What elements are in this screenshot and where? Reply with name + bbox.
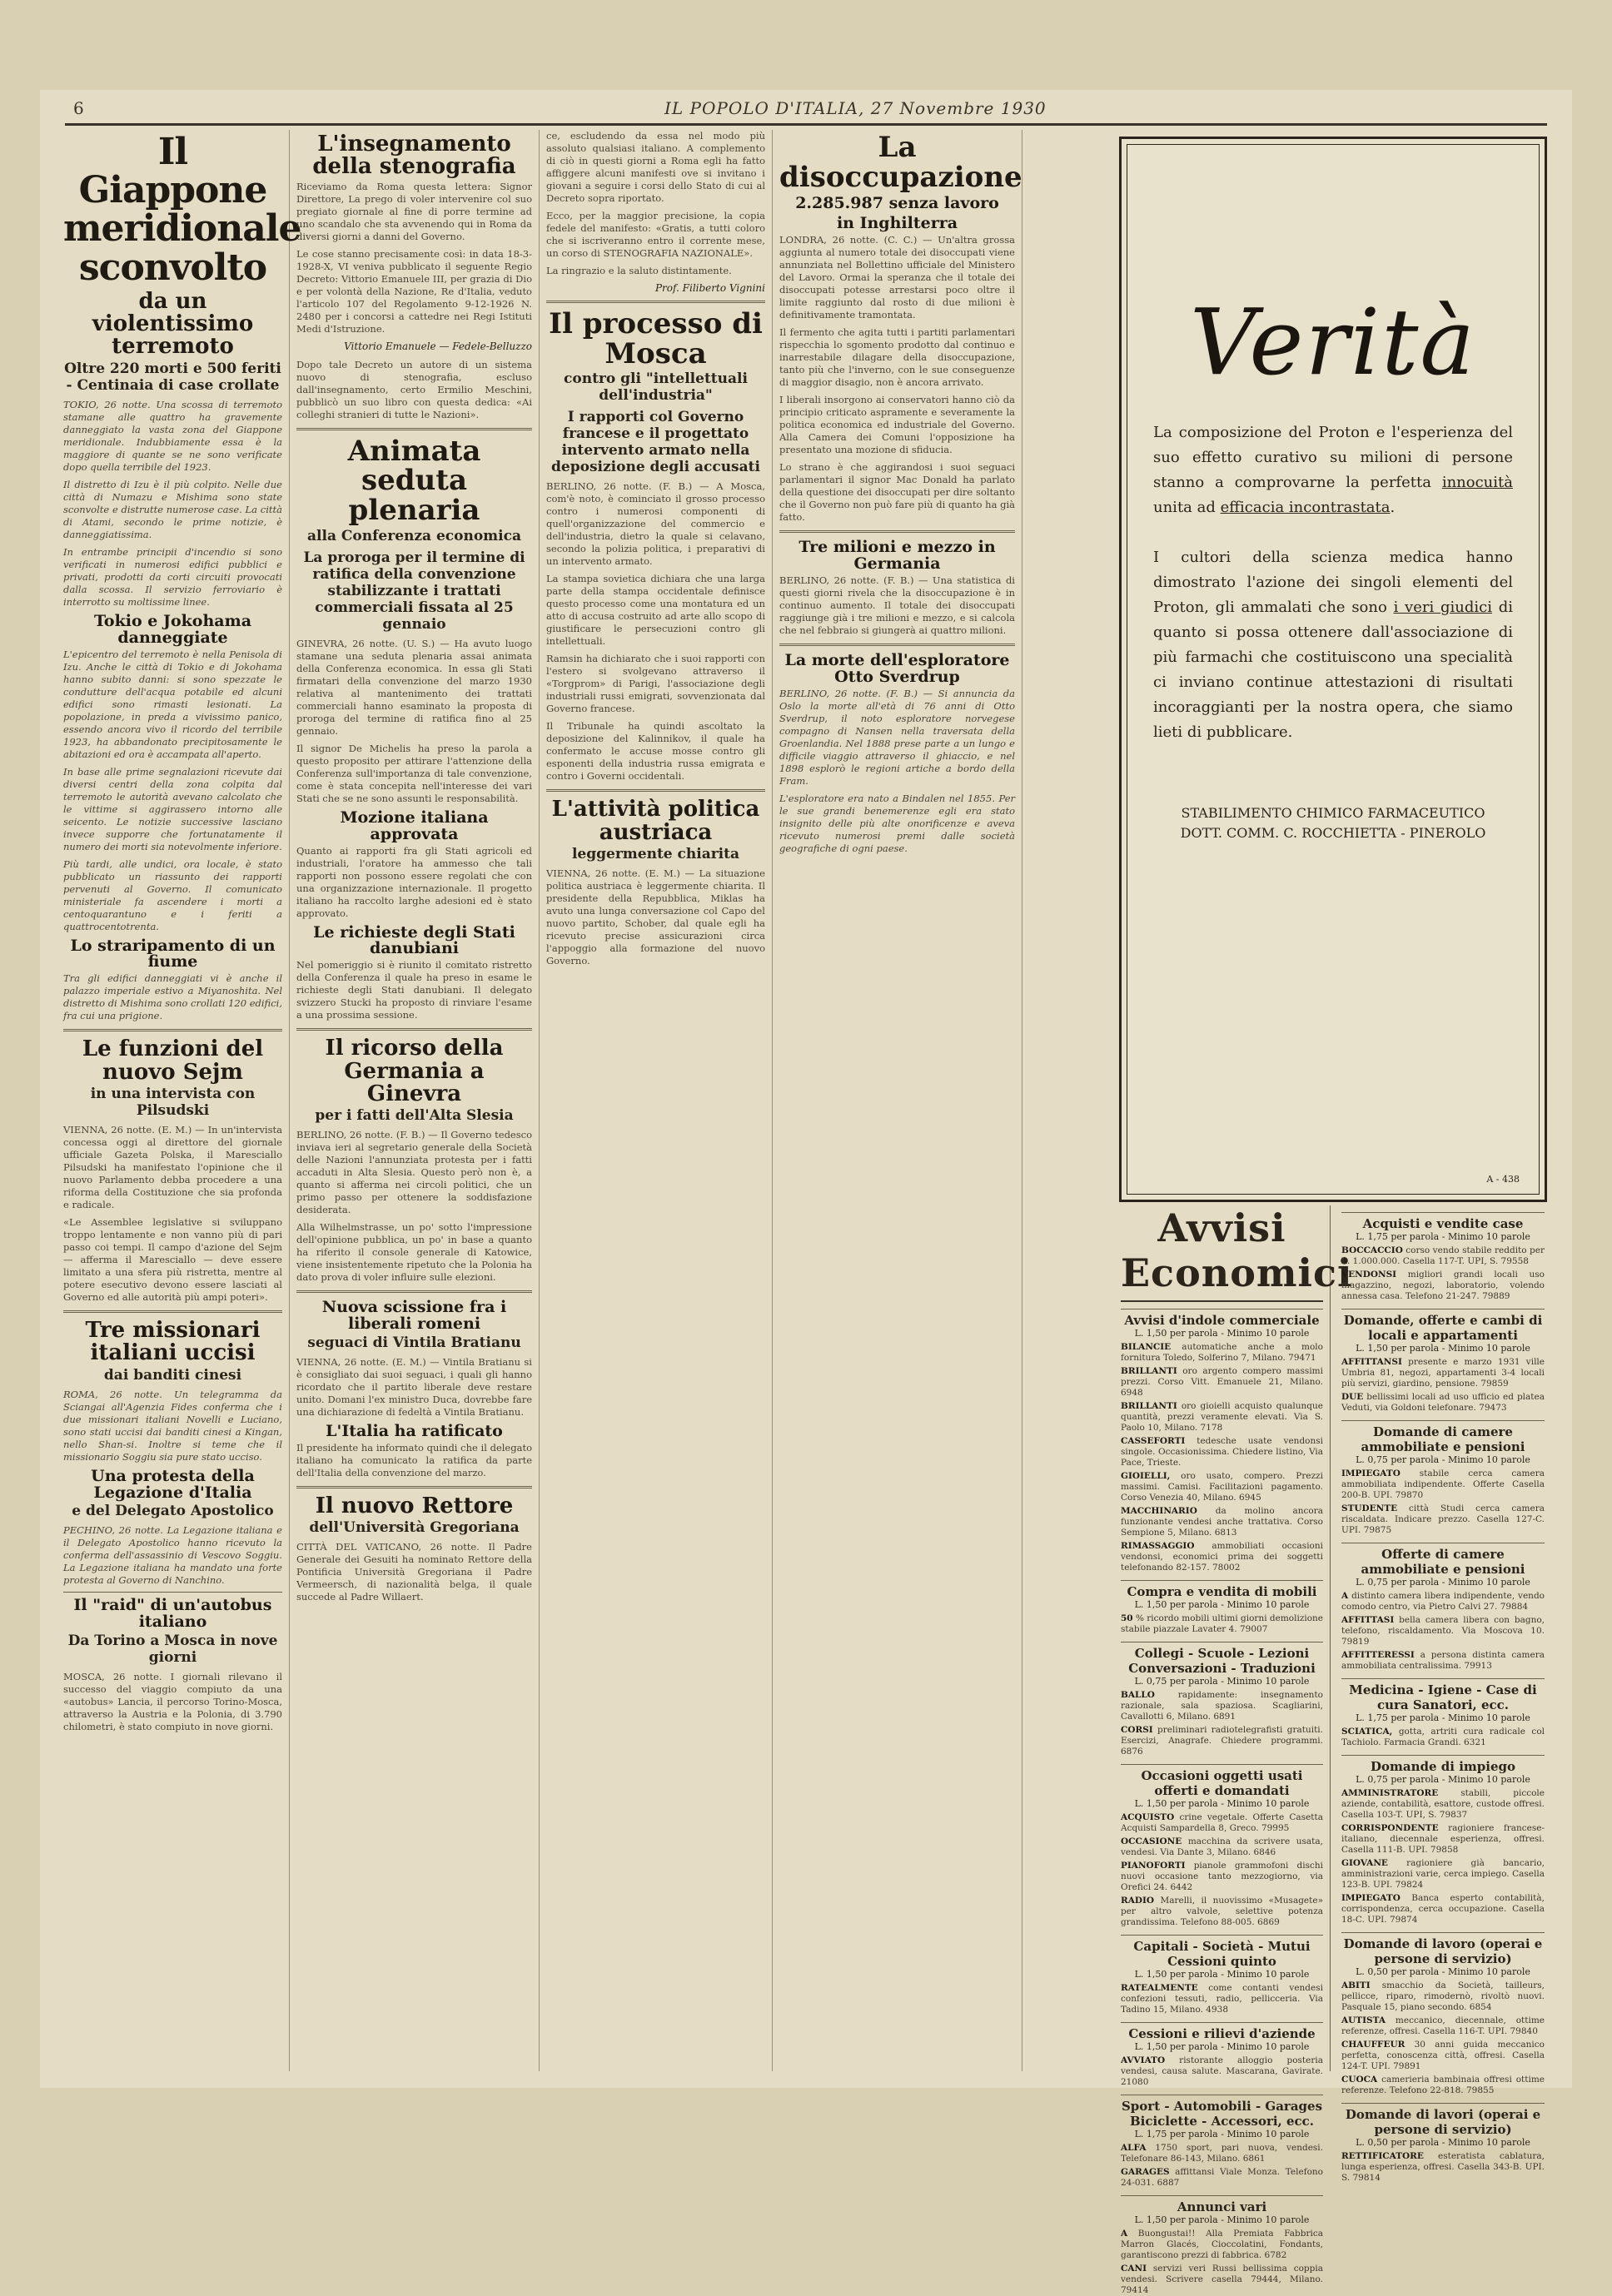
ad-category: Annunci vari bbox=[1121, 2195, 1323, 2214]
headline-seduta-plenaria: Animata seduta plenaria bbox=[347, 434, 481, 527]
divider bbox=[63, 1029, 282, 1031]
ad-category: Acquisti e vendite case bbox=[1341, 1212, 1545, 1231]
classified-ad: VENDONSI migliori grandi locali uso magazzino, negozi, laboratorio, volendo annessa casa. Telefono 21-247. 79889 bbox=[1341, 1270, 1545, 1301]
ad-price: L. 0,75 per parola - Minimo 10 parole bbox=[1356, 1577, 1530, 1588]
headline-raid: Il "raid" di un'autobus italiano bbox=[73, 1596, 272, 1632]
column-3 bbox=[540, 130, 773, 2071]
headline-rettore: Il nuovo Rettore bbox=[315, 1493, 514, 1519]
avvisi-column-2 bbox=[1335, 1205, 1551, 2183]
classified-ad: BRILLANTI oro gioielli acquisto qualunque quantità, prezzi veramente elevati. Via S. Paolo 10, Milano. 7178 bbox=[1121, 1401, 1323, 1433]
ad-list bbox=[1341, 1591, 1545, 1672]
ad-price: L. 1,50 per parola - Minimo 10 parole bbox=[1134, 1969, 1310, 1980]
divider bbox=[779, 644, 1015, 646]
article-text: BERLINO, 26 notte. (F. B.) — Il Governo tedesco inviava ieri al segretario generale della Società delle Nazioni l'annunziata protesta per i fatti accaduti in Alta Slesia. Questo però non è, a quanto si afferma nei circoli politici, che un primo passo per ottenere la soddisfazione desiderata. bbox=[296, 1129, 532, 1216]
article-text: In base alle prime segnalazioni ricevute dai diversi centri della zona colpita dal terremoto le autorità avevano calcolato che le vittime si aggirassero intorno alle seicento. Le notizie successive lasciano invece supporre che fortunatamente il numero dei morti sia notevolmente inferiore. bbox=[63, 765, 282, 852]
classified-ad: STUDENTE città Studi cerca camera riscaldata. Indicare prezzo. Casella 127-C. UPI. 79875 bbox=[1341, 1503, 1545, 1535]
article-text: Il Tribunale ha quindi ascoltato la deposizione del Kalinnikov, il quale ha confermato le accuse mosse contro gli esponenti della industria russa emigrata e contro i Governi occidentali. bbox=[546, 720, 765, 783]
classified-ad: RATEALMENTE come contanti vendesi confezioni tessuti, radio, pellicceria. Via Tadino 15, Milano. 4938 bbox=[1121, 1983, 1323, 2015]
headline-germania-disoccupati: Tre milioni e mezzo in Germania bbox=[799, 538, 996, 574]
classified-ad: SCIATICA, gotta, artriti cura radicale col Tachiolo. Farmacia Grandi. 6321 bbox=[1341, 1727, 1545, 1747]
classified-ad: BILANCIE automatiche anche a molo fornitura Toledo, Solferino 7, Milano. 79471 bbox=[1121, 1342, 1323, 1363]
ad-category: Sport - Automobili - Garages Biciclette - Accessori, ecc. bbox=[1121, 2095, 1323, 2129]
ad-price: L. 1,50 per parola - Minimo 10 parole bbox=[1134, 1328, 1310, 1339]
ad-list bbox=[1121, 2229, 1323, 2296]
ad-company-owner: DOTT. COMM. C. ROCCHIETTA - PINEROLO bbox=[1180, 825, 1486, 841]
column-4 bbox=[773, 130, 1022, 2071]
subheading: Mozione italiana approvata bbox=[340, 808, 489, 843]
subhead-senza-lavoro: 2.285.987 senza lavoro bbox=[795, 194, 999, 213]
classified-ad: AFFITTERESSI a persona distinta camera ammobiliata centralissima. 79913 bbox=[1341, 1650, 1545, 1671]
article-text: Il signor De Michelis ha preso la parola a questo proposito per attirare l'attenzione della Conferenza sull'importanza di tale convenzione, come è stata concepita nell'interesse dei vari Stati che se ne sono assunti le responsabilità. bbox=[296, 742, 532, 804]
article-text: ROMA, 26 notte. Un telegramma da Sciangai all'Agenzia Fides conferma che i due missionari italiani Novelli e Luciano, sono stati uccisi dai banditi cinesi a Kingan, nello Shan-si. Inoltre si teme che il missionario Soggiu sia pure stato ucciso. bbox=[63, 1388, 282, 1463]
ad-underlined-text: efficacia incontrastata bbox=[1220, 499, 1391, 516]
ad-category: Medicina - Igiene - Case di cura Sanatori, ecc. bbox=[1341, 1678, 1545, 1712]
article-text: VIENNA, 26 notte. (E. M.) — Vintila Bratianu si è consigliato dai suoi seguaci, i quali gli hanno ricordato che il partito liberale deve restare unito. Domani l'ex ministro Duca, dovrebbe fare una dichiarazione di fedeltà a Vintila Bratianu. bbox=[296, 1356, 532, 1419]
ad-text: I cultori della scienza medica hanno dimostrato l'azione dei singoli elementi del Proton, gli ammalati che sono bbox=[1153, 549, 1513, 616]
headline-austria: L'attività politica austriaca bbox=[551, 797, 760, 845]
classified-ad: ABITI smacchio da Società, tailleurs, pellicce, riparo, rimodernò, rivoltò nuovi. Pasquale 15, piano secondo. 6854 bbox=[1341, 1980, 1545, 2012]
ad-category: Compra e vendita di mobili bbox=[1121, 1580, 1323, 1599]
classified-ad: PIANOFORTI pianole grammofoni dischi nuovi occasione tanto mezzogiorno, via Orefici 24. 6442 bbox=[1121, 1861, 1323, 1892]
article-text: BERLINO, 26 notte. (F. B.) — Si annuncia da Oslo la morte all'età di 76 anni di Otto Sverdrup, il noto esploratore norvegese compagno di Nansen nella traversata della Groenlandia. Nel 1888 prese parte a un lungo e difficile viaggio attraverso il ghiaccio, e nel 1898 esplorò le regioni artiche a bordo della Fram. bbox=[779, 688, 1015, 787]
subhead-delegato: e del Delegato Apostolico bbox=[72, 1503, 274, 1520]
subhead-bratianu: seguaci di Vintila Bratianu bbox=[307, 1334, 521, 1352]
classified-ad: AVVIATO ristorante alloggio posteria vendesi, causa salute. Mascarana, Gavirate. 21080 bbox=[1121, 2055, 1323, 2087]
article-text: ce, escludendo da essa nel modo più assoluto qualsiasi italiano. A complemento di ciò in questi giorni a Roma egli ha fatto affiggere alcuni manifesti ove si invitano i giovani a seguire i corsi dello Stato di cui al Decreto sopra riportato. bbox=[546, 130, 765, 204]
ad-list bbox=[1121, 2143, 1323, 2189]
ad-price: L. 1,50 per parola - Minimo 10 parole bbox=[1134, 2214, 1310, 2225]
headline-liberali-romeni: Nuova scissione fra i liberali romeni bbox=[321, 1298, 507, 1334]
ad-price: L. 1,50 per parola - Minimo 10 parole bbox=[1134, 2041, 1310, 2052]
headline-processo-mosca: Il processo di Mosca bbox=[549, 307, 763, 370]
headline-sejm: Le funzioni del nuovo Sejm bbox=[82, 1036, 264, 1085]
subheading: Tokio e Jokohama danneggiate bbox=[93, 611, 252, 647]
ad-paragraph-2 bbox=[1153, 545, 1513, 745]
article-text: VIENNA, 26 notte. (E. M.) — La situazione politica austriaca è leggermente chiarita. Il presidente della Repubblica, Miklas ha avuto una lunga conversazione col Capo del nuovo partito, Schober, dal quale egli ha ricevuto precise assicurazioni circa l'appoggio alla formazione del nuovo Governo. bbox=[546, 867, 765, 967]
article-text: Più tardi, alle undici, ora locale, è stato pubblicato un riassunto dei rapporti pervenuti al Governo. Il comunicato ministeriale fa ascendere i morti a centoquarantuno e i feriti a quattrocentotrenta. bbox=[63, 857, 282, 932]
ad-price: L. 0,50 per parola - Minimo 10 parole bbox=[1356, 1966, 1530, 1977]
ad-list bbox=[1341, 1980, 1545, 2096]
subheading: Le richieste degli Stati danubiani bbox=[313, 922, 515, 958]
classified-ad: GARAGES affittansi Viale Monza. Telefono 24-031. 6887 bbox=[1121, 2167, 1323, 2188]
ad-list bbox=[1121, 1342, 1323, 1573]
ad-text: unita ad bbox=[1153, 499, 1221, 516]
ad-price: L. 1,75 per parola - Minimo 10 parole bbox=[1356, 1712, 1530, 1723]
ad-price: L. 0,75 per parola - Minimo 10 parole bbox=[1134, 1676, 1310, 1687]
article-text: LONDRA, 26 notte. (C. C.) — Un'altra grossa aggiunta al numero totale dei disoccupati viene annunziata nel Bollettino ufficiale del Ministero del Lavoro. Ormai la speranza che il totale dei disoccupati potesse arrestarsi poco oltre il limite raggiunto dal rosto di due milioni è definitivamente tramontata. bbox=[779, 234, 1015, 321]
ad-list bbox=[1121, 1812, 1323, 1928]
ad-category: Offerte di camere ammobiliate e pensioni bbox=[1341, 1543, 1545, 1577]
ad-underlined-text: innocuità bbox=[1441, 474, 1513, 491]
ad-category: Avvisi d'indole commerciale bbox=[1121, 1309, 1323, 1328]
classified-ad: BALLO rapidamente: insegnamento razionale, sala spaziosa. Scagliarini, Cavallotti 6, Milano. 6891 bbox=[1121, 1690, 1323, 1722]
classified-ad: GIOVANE ragioniere già bancario, amministrazioni varie, cerca impiego. Casella 123-B. UPI. 79824 bbox=[1341, 1858, 1545, 1890]
ad-price: L. 1,75 per parola - Minimo 10 parole bbox=[1356, 1231, 1530, 1242]
subhead-banditi: dai banditi cinesi bbox=[103, 1366, 242, 1384]
column-1 bbox=[57, 130, 301, 2071]
classified-ad: 50 % ricordo mobili ultimi giorni demolizione stabile piazzale Lavater 4. 79007 bbox=[1121, 1613, 1324, 1634]
ad-category: Domande di camere ammobiliate e pensioni bbox=[1341, 1420, 1545, 1454]
divider bbox=[1121, 1300, 1323, 1302]
article-text: «Le Assemblee legislative si sviluppano troppo lentamente e non vanno più di pari passo coi tempi. Il campo d'azione del Sejm — afferma il Maresciallo — deve essere limitato a una sfera più ristretta, mentre al potere esecutivo devono essere lasciati al Governo ed alle autorità più ampi poteri». bbox=[63, 1215, 282, 1303]
headline-missionari: Tre missionari italiani uccisi bbox=[85, 1317, 261, 1366]
ad-list bbox=[1121, 1983, 1323, 2015]
article-text: TOKIO, 26 notte. Una scossa di terremoto stamane alle quattro ha gravemente danneggiato la vasta zona del Giappone meridionale. Indubbiamente essa è la maggiore di quante se ne sono verificate dopo quella terribile del 1923. bbox=[63, 398, 282, 473]
classified-ad: BOCCACCIO corso vendo stabile reddito per L. 1.000.000. Casella 117-T. UPI, S. 79558 bbox=[1341, 1245, 1545, 1266]
classified-ad: AFFITTASI bella camera libera con bagno, telefono, riscaldamento. Via Moscova 10. 79819 bbox=[1341, 1615, 1545, 1647]
article-text: GINEVRA, 26 notte. (U. S.) — Ha avuto luogo stamane una seduta plenaria assai animata della Conferenza economica. In essa gli Stati firmatari della convenzione del marzo 1930 relativa al mantenimento dei trattati commerciali hanno esaminato la proposta di proroga del termine di ratifica fino al 25 gennaio. bbox=[296, 637, 532, 737]
headline-stenografia: L'insegnamento della stenografia bbox=[312, 132, 516, 180]
classified-ad: CORRISPONDENTE ragioniere francese-italiano, diecennale esperienza, offresi. Casella 111-B. UPI. 79858 bbox=[1341, 1823, 1545, 1855]
divider bbox=[63, 1310, 282, 1313]
article-text: Le cose stanno precisamente così: in data 18-3-1928-X, VI veniva pubblicato il seguente Regio Decreto: Vittorio Emanuele III, per grazia di Dio e per volontà della Nazione, Re d'Italia, veduto l'articolo 107 del Regolamento 9-12-1926 N. 2480 per i concorsi a cattedre nei Regi Istituti Medi d'Istruzione. bbox=[296, 247, 532, 335]
classified-ad: CORSI preliminari radiotelegrafisti gratuiti. Esercizi, Anagrafe. Chiedere programmi. 6876 bbox=[1121, 1725, 1323, 1757]
newspaper-page bbox=[40, 90, 1572, 2295]
ad-list bbox=[1121, 1613, 1323, 1635]
classified-ad: AMMINISTRATORE stabili, piccole aziende, contabilità, esattore, custode offresi. Casella 103-T. UPI, S. 79837 bbox=[1341, 1788, 1545, 1820]
classified-ad: AFFITTANSI presente e marzo 1931 ville Umbria 81, negozi, appartamenti 3-4 locali più servizi, giardino, pensione. 79859 bbox=[1341, 1357, 1545, 1389]
ad-list bbox=[1121, 2055, 1323, 2088]
article-text: Il presidente ha informato quindi che il delegato italiano ha comunicato la ratifica da parte dell'Italia della convenzione del marzo. bbox=[296, 1442, 532, 1479]
subhead-proroga: La proroga per il termine di ratifica della convenzione stabilizzante i trattati commerciali fissata al 25 gennaio bbox=[303, 549, 525, 633]
ad-category: Domande di lavori (operai e persone di servizio) bbox=[1341, 2103, 1545, 2137]
subhead-pilsudski: in una intervista con Pilsudski bbox=[90, 1085, 256, 1119]
headline-terremoto: da un violentissimo terremoto bbox=[92, 288, 254, 360]
subhead-alta-slesia: per i fatti dell'Alta Slesia bbox=[315, 1107, 514, 1125]
article-text: Il fermento che agita tutti i partiti parlamentari rispecchia lo sgomento prodotto dal continuo e inarrestabile dilagare della disoccupazione, tanto più che l'inverno, con le sue conseguenze di maggior disagio, non è ancora arrivato. bbox=[779, 326, 1015, 389]
avvisi-column-1 bbox=[1114, 1205, 1353, 2295]
ad-text: di quanto si possa ottenere dall'associazione di più farmachi che costituiscono una specialità ci inviano continue attestazioni di risultati incoraggianti per la nostra opera, che siamo lieti di pubblicare. bbox=[1153, 599, 1513, 741]
ad-underlined-text: i veri giudici bbox=[1393, 599, 1492, 616]
ad-category: Collegi - Scuole - Lezioni Conversazioni - Traduzioni bbox=[1121, 1642, 1323, 1676]
classified-ad: BRILLANTI oro argento compero massimi prezzi. Corso Vitt. Emanuele 21, Milano. 6948 bbox=[1121, 1366, 1323, 1398]
classified-ad: IMPIEGATO Banca esperto contabilità, corrispondenza, cerca occupazione. Casella 18-C. UPI. 79874 bbox=[1341, 1893, 1545, 1925]
signature: Vittorio Emanuele — Fedele-Belluzzo bbox=[344, 340, 532, 352]
ad-paragraph-1 bbox=[1153, 420, 1513, 520]
column-2 bbox=[290, 130, 540, 2071]
article-text: I liberali insorgono ai conservatori hanno ciò da principio criticato aspramente e severamente la politica economica ed industriale del Governo. Alla Camera dei Comuni l'opposizione ha presentato una mozione di sfiducia. bbox=[779, 394, 1015, 456]
classified-ad: CHAUFFEUR 30 anni guida meccanico perfetta, conoscenza città, offresi. Casella 124-T. UPI. 79891 bbox=[1341, 2040, 1545, 2071]
subhead-gregoriana: dell'Università Gregoriana bbox=[309, 1519, 520, 1537]
ad-category: Domande di lavoro (operai e persone di servizio) bbox=[1341, 1932, 1545, 1966]
ad-list bbox=[1121, 1690, 1323, 1757]
divider bbox=[296, 1290, 532, 1293]
article-text: Lo strano è che aggirandosi i suoi seguaci parlamentari il signor Mac Donald ha parlato della questione dei disoccupati per dire soltanto che il Governo non può fare più di quanto ha già fatto. bbox=[779, 461, 1015, 524]
article-text: PECHINO, 26 notte. La Legazione italiana e il Delegato Apostolico hanno ricevuto la conferma dell'assassinio di Vescovo Soggiu. La Legazione italiana ha mandato una forte protesta al Governo di Nanchino. bbox=[63, 1524, 282, 1587]
subhead-rapporti: I rapporti col Governo francese e il progettato intervento armato nella deposizione degli accusati bbox=[551, 409, 760, 476]
classified-ad: RETTIFICATORE esteratista cablatura, lunga esperienza, offresi. Casella 343-B. UPI. S. 79814 bbox=[1341, 2151, 1545, 2183]
headline-giappone: Il Giappone meridionale sconvolto bbox=[63, 131, 301, 289]
classified-ad: RIMASSAGGIO ammobiliati occasioni vendonsi, economici prima dei soggetti telefonando 82-157. 78002 bbox=[1121, 1541, 1323, 1573]
classified-ad: IMPIEGATO stabile cerca camera ammobiliata indipendente. Offerte Casella 200-B. UPI. 79870 bbox=[1341, 1469, 1545, 1500]
classified-ad: CANI servizi veri Russi bellissima coppia vendesi. Scrivere casella 79444, Milano. 79414 bbox=[1121, 2264, 1323, 2295]
ad-footer bbox=[1122, 803, 1545, 843]
headline-protesta: Una protesta della Legazione d'Italia bbox=[91, 1466, 255, 1502]
subhead-morti: Oltre 220 morti e 500 feriti - Centinaia di case crollate bbox=[64, 360, 281, 394]
article-text: La ringrazio e la saluto distintamente. bbox=[546, 265, 732, 276]
divider bbox=[296, 1486, 532, 1488]
ad-list bbox=[1341, 2151, 1545, 2184]
article-text: Alla Wilhelmstrasse, un po' sotto l'impressione dell'opinione pubblica, un po' in base a quanto ha riferito il console generale di Katowice, viene insistentemente ripetuto che la Polonia ha dato prova di voler influire sulle elezioni. bbox=[296, 1221, 532, 1284]
ad-category: Capitali - Società - Mutui Cessioni quinto bbox=[1121, 1935, 1323, 1969]
newspaper-title: IL POPOLO D'ITALIA, 27 Novembre 1930 bbox=[664, 98, 1047, 118]
proton-advertisement bbox=[1119, 137, 1547, 1202]
article-text: Nel pomeriggio si è riunito il comitato ristretto della Conferenza il quale ha preso in esame le richieste degli Stati danubiani. Il delegato svizzero Stucki ha proposto di rinviare l'esame a una prossima sessione. bbox=[296, 959, 532, 1021]
article-text: Quanto ai rapporti fra gli Stati agricoli ed industriali, l'oratore ha ammesso che tali rapporti non possono essere regolati che con una organizzazione internazionale. Il progetto italiano ha raccolto larghe adesioni ed è stato approvato. bbox=[296, 844, 532, 919]
subhead-intellettuali: contro gli "intellettuali dell'industria" bbox=[564, 370, 748, 405]
ad-title: Verità bbox=[1190, 289, 1476, 395]
article-text: Il distretto di Izu è il più colpito. Nelle due città di Numazu e Mishima sono state sconvolte e distrutte numerose case. La città di Atami, secondo le prime notizie, è danneggiatissima. bbox=[63, 478, 282, 540]
headline-germania-ginevra: Il ricorso della Germania a Ginevra bbox=[325, 1036, 504, 1106]
article-text: CITTÀ DEL VATICANO, 26 notte. Il Padre Generale dei Gesuiti ha nominato Rettore della Pontificia Università Gregoriana il Padre Vermeersch, di nazionalità belga, il quale succede al Padre Willaert. bbox=[296, 1541, 532, 1603]
article-text: Dopo tale Decreto un autore di un sistema nuovo di stenografia, escluso dall'insegnamento, certo Ermilio Meschini, pubblicò un suo libro con questa dedica: «Ai colleghi stranieri di tutte le Nazioni». bbox=[296, 358, 532, 420]
subhead-inghilterra: in Inghilterra bbox=[836, 214, 958, 233]
subhead-torino-mosca: Da Torino a Mosca in nove giorni bbox=[67, 1633, 278, 1667]
avvisi-heading: Avvisi Economici bbox=[1121, 1205, 1353, 1295]
divider bbox=[63, 1592, 282, 1593]
article-text: Ecco, per la maggior precisione, la copia fedele del manifesto: «Gratis, a tutti coloro che si iscriveranno entro il corrente mese, un corso di STENOGRAFIA NAZIONALE». bbox=[546, 210, 765, 259]
signature: Prof. Filiberto Vignini bbox=[654, 282, 765, 294]
classified-ad: CASSEFORTI tedesche usate vendonsi singole. Occasionissima. Chiedere listino, Via Pace, Trieste. bbox=[1121, 1436, 1323, 1468]
divider bbox=[779, 530, 1015, 533]
ad-price: L. 0,75 per parola - Minimo 10 parole bbox=[1356, 1454, 1530, 1465]
article-text: BERLINO, 26 notte. (F. B.) — Una statistica di questi giorni rivela che la disoccupazione è in continuo aumento. Il totale dei disoccupati raggiunge già i tre milioni e mezzo, e si calcola che nel febbraio si giungerà ai quattro milioni. bbox=[779, 574, 1015, 637]
divider bbox=[296, 1028, 532, 1031]
divider bbox=[296, 428, 532, 430]
classified-ad: GIOIELLI, oro usato, compero. Prezzi massimi. Camisi. Facilitazioni pagamento. Corso Venezia 40, Milano. 6945 bbox=[1121, 1471, 1323, 1503]
ad-category: Cessioni e rilievi d'aziende bbox=[1121, 2022, 1323, 2041]
classified-ad: DUE bellissimi locali ad uso ufficio ed platea Veduti, via Goldoni telefonare. 79473 bbox=[1341, 1392, 1545, 1413]
headline-ratifica: L'Italia ha ratificato bbox=[326, 1422, 503, 1441]
divider bbox=[546, 301, 765, 303]
ad-price: L. 1,50 per parola - Minimo 10 parole bbox=[1134, 1599, 1310, 1610]
page-number: 6 bbox=[73, 98, 84, 118]
classified-ad: ACQUISTO crine vegetale. Offerte Casetta Acquisti Sampardella 8, Greco. 79995 bbox=[1121, 1812, 1323, 1833]
article-text: La stampa sovietica dichiara che una larga parte della stampa occidentale definisce questo processo come una montatura ed un atto di accusa costruito ad arte allo scopo di giustificare le persecuzioni contro gli intellettuali. bbox=[546, 573, 765, 648]
article-text: L'esploratore era nato a Bindalen nel 1855. Per le sue grandi benemerenze egli era stato insignito delle più alte onorificenze e aveva ricevuto numerosi premi dalle società geografiche di ogni paese. bbox=[779, 793, 1015, 854]
subhead-conferenza: alla Conferenza economica bbox=[307, 527, 521, 544]
classified-ad: AUTISTA meccanico, diecennale, ottime referenze, offresi. Casella 116-T. UPI. 79840 bbox=[1341, 2015, 1545, 2036]
classified-ad: A Buongustai!! Alla Premiata Fabbrica Marron Glacés, Cioccolatini, Fondants, garantiscono prezzi di fabbrica. 6782 bbox=[1121, 2229, 1323, 2260]
headline-disoccupazione: La disoccupazione bbox=[779, 131, 1022, 194]
ad-price: L. 1,50 per parola - Minimo 10 parole bbox=[1134, 1798, 1310, 1809]
classified-ad: OCCASIONE macchina da scrivere usata, vendesi. Via Dante 3, Milano. 6846 bbox=[1121, 1836, 1323, 1857]
subhead-chiarita: leggermente chiarita bbox=[571, 845, 740, 862]
article-text: MOSCA, 26 notte. I giornali rilevano il successo del viaggio compiuto da una «autobus» Lancia, il percorso Torino-Mosca, attraverso la Austria e la Polonia, di 3.790 chilometri, è stato compiuto in nove giorni. bbox=[63, 1671, 282, 1733]
classified-ad: CUOCA camerieria bambinaia offresi ottime referenze. Telefono 22-818. 79855 bbox=[1341, 2075, 1545, 2095]
ad-category: Occasioni oggetti usati offerti e domandati bbox=[1121, 1764, 1323, 1798]
article-text: In entrambe principii d'incendio si sono verificati in numerosi edifici pubblici e privati, prodotti da corti circuiti provocati dalla scossa. Il servizio ferroviario è interrotto su moltissime linee. bbox=[63, 545, 282, 608]
classified-ad: RADIO Marelli, il nuovissimo «Musagete» per altro valvole, selettive potenza grandissima. Telefono 88-005. 6869 bbox=[1121, 1896, 1323, 1927]
ad-company: STABILIMENTO CHIMICO FARMACEUTICO bbox=[1181, 805, 1485, 821]
classified-ad: MACCHINARIO da molino ancora funzionante vendesi anche trattativa. Corso Sempione 5, Milano. 6813 bbox=[1121, 1506, 1323, 1538]
headline-sverdrup: La morte dell'esploratore Otto Sverdrup bbox=[784, 651, 1010, 687]
ad-price: L. 0,75 per parola - Minimo 10 parole bbox=[1356, 1774, 1530, 1785]
article-text: Ramsin ha dichiarato che i suoi rapporti con l'estero si svolgevano attraverso il «Torgprom» di Parigi, l'associazione degli industriali russi emigrati, sovvenzionata dal Governo francese. bbox=[546, 653, 765, 715]
ad-list bbox=[1341, 1357, 1545, 1414]
article-text: Tra gli edifici danneggiati vi è anche il palazzo imperiale estivo a Miyanoshita. Nel distretto di Mishima sono crollati 120 edifici, fra cui una prigione. bbox=[63, 972, 282, 1022]
ad-code: A - 438 bbox=[1486, 1174, 1520, 1185]
ad-category: Domande, offerte e cambi di locali e appartamenti bbox=[1341, 1309, 1545, 1343]
classified-ad: ALFA 1750 sport, pari nuova, vendesi. Telefonare 86-143, Milano. 6861 bbox=[1121, 2143, 1323, 2164]
ad-text: La composizione del Proton e l'esperienza del suo effetto curativo su milioni di persone stanno a comprovarne la perfetta bbox=[1153, 424, 1513, 491]
ad-category: Domande di impiego bbox=[1341, 1755, 1545, 1774]
classified-ad: A distinto camera libera indipendente, vendo comodo centro, via Pietro Calvi 27. 79884 bbox=[1341, 1591, 1545, 1612]
ad-price: L. 0,50 per parola - Minimo 10 parole bbox=[1356, 2137, 1530, 2148]
divider bbox=[546, 789, 765, 792]
ad-price: L. 1,50 per parola - Minimo 10 parole bbox=[1356, 1343, 1530, 1354]
masthead bbox=[65, 98, 1547, 126]
ad-list bbox=[1341, 1469, 1545, 1536]
ad-list bbox=[1341, 1788, 1545, 1926]
article-text: Riceviamo da Roma questa lettera: Signor Direttore, La prego di voler intervenire col suo pregiato giornale al fine di porre termine ad uno scandalo che sta avvenendo qui in Roma da diversi giorni a danni del Governo. bbox=[296, 180, 532, 242]
ad-list bbox=[1341, 1727, 1545, 1748]
article-text: VIENNA, 26 notte. (E. M.) — In un'intervista concessa oggi al direttore del giornale ufficiale Gazeta Polska, il Maresciallo Pilsudski ha manifestato l'opinione che il nuovo Parlamento debba procedere a una riforma della Costituzione che sia profonda e radicale. bbox=[63, 1123, 282, 1210]
article-text: L'epicentro del terremoto è nella Penisola di Izu. Anche le città di Tokio e di Jokohama hanno subito danni: si sono spezzate le condutture dell'acqua potabile ed alcuni edifici sono rimasti lesionati. La popolazione, in preda a vivissimo panico, essendo ancora vivo il ricordo del terribile 1923, ha abbandonato precipitosamente le abitazioni ed ora è accampata all'aperto. bbox=[63, 648, 282, 760]
article-text: BERLINO, 26 notte. (F. B.) — A Mosca, com'è noto, è cominciato il grosso processo contro i numerosi componenti di quell'organizzazione del commercio e dell'industria, dietro la quale si celavano, secondo la polizia politica, i preparativi di un intervento armato. bbox=[546, 480, 765, 568]
ad-price: L. 1,75 per parola - Minimo 10 parole bbox=[1134, 2129, 1310, 2139]
ad-list bbox=[1341, 1245, 1545, 1302]
ad-text: . bbox=[1390, 499, 1396, 516]
subheading: Lo straripamento di un fiume bbox=[70, 936, 276, 972]
